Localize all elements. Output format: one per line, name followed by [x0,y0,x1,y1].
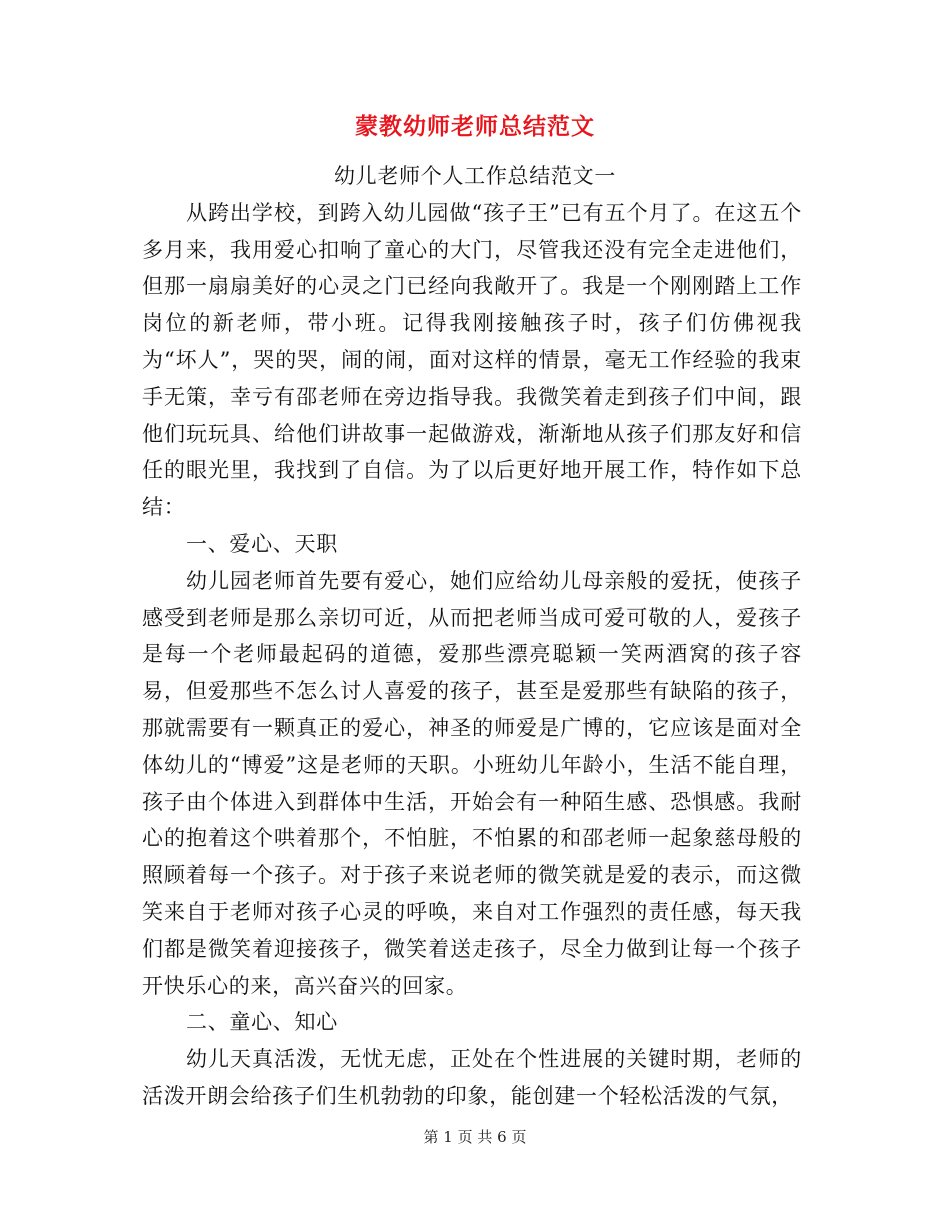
document-subtitle: 幼儿老师个人工作总结范文一 [333,164,617,188]
document-title: 蒙教幼师老师总结范文 [355,114,595,140]
paragraph-intro: 从跨出学校，到跨入幼儿园做“孩子王”已有五个月了。在这五个多月来，我用爱心扣响了童心的大门，尽管我还没有完全走进他们，但那一扇扇美好的心灵之门已经向我敞开了。我是一个刚刚踏上工作岗位的新老师，带小班。记得我刚接触孩子时，孩子们仿佛视我为“坏人”，哭的哭，闹的闹，面对这样的情景，毫无工作经验的我束手无策，幸亏有邵老师在旁边指导我。我微笑着走到孩子们中间，跟他们玩玩具、给他们讲故事一起做游戏，渐渐地从孩子们那友好和信任的眼光里，我找到了自信。为了以后更好地开展工作，特作如下总结： [142,200,802,520]
section-heading-1: 一、爱心、天职 [186,531,338,556]
page-footer: 第 1 页 共 6 页 [423,1128,527,1146]
paragraph-section-2: 幼儿天真活泼，无忧无虑，正处在个性进展的关键时期，老师的活泼开朗会给孩子们生机勃勃的印象，能创建一个轻松活泼的气氛， [142,1047,802,1108]
document-body [142,158,802,1115]
section-heading-2: 二、童心、知心 [186,1010,338,1035]
paragraph-section-1: 幼儿园老师首先要有爱心，她们应给幼儿母亲般的爱抚，使孩子感受到老师是那么亲切可近，从而把老师当成可爱可敬的人，爱孩子是每一个老师最起码的道德，爱那些漂亮聪颖一笑两酒窝的孩子容易，但爱那些不怎么讨人喜爱的孩子，甚至是爱那些有缺陷的孩子，那就需要有一颗真正的爱心，神圣的师爱是广博的，它应该是面对全体幼儿的“博爱”这是老师的天职。小班幼儿年龄小，生活不能自理，孩子由个体进入到群体中生活，开始会有一种陌生感、恐惧感。我耐心的抱着这个哄着那个，不怕脏，不怕累的和邵老师一起象慈母般的照顾着每一个孩子。对于孩子来说老师的微笑就是爱的表示，而这微笑来自于老师对孩子心灵的呼唤，来自对工作强烈的责任感，每天我们都是微笑着迎接孩子，微笑着送走孩子，尽全力做到让每一个孩子开快乐心的来，高兴奋兴的回家。 [142,568,802,998]
